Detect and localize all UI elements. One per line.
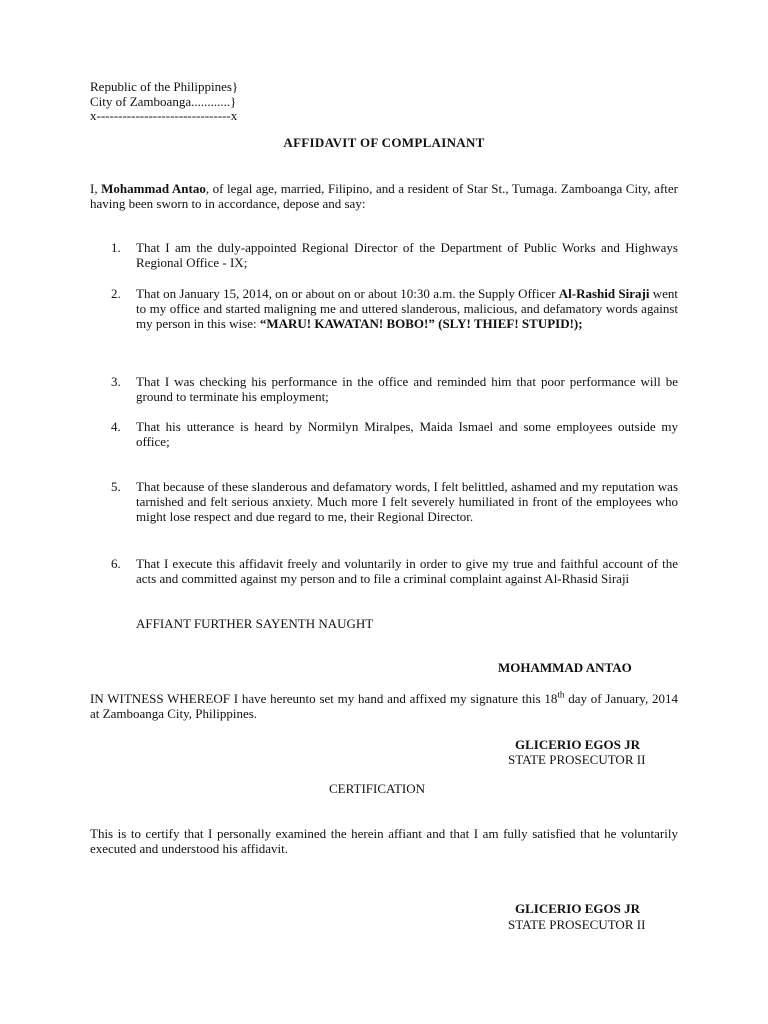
ordinal-suffix: th	[557, 689, 565, 700]
caption-city: City of Zamboanga............}	[90, 94, 237, 109]
affiant-name: Mohammad Antao	[101, 181, 206, 196]
caption-divider: x-------------------------------x	[90, 108, 238, 123]
item-text-part: went to my office and started maligning me and uttered slanderous, malicious, and defamatory words against my person in this wise:	[136, 286, 678, 331]
witness-paragraph	[90, 691, 678, 721]
item-text	[136, 286, 678, 331]
item-text: That because of these slanderous and defamatory words, I felt belittled, ashamed and my reputation was tarnished and felt serious anxiety. Much more I felt severely humiliated in front of the employees who might lose respect and due regard to me, their Regional Director.	[136, 479, 678, 524]
item-text: That I was checking his performance in the office and reminded him that poor performance will be ground to terminate his employment;	[136, 374, 678, 404]
item-text: That I execute this affidavit freely and voluntarily in order to give my true and faithful account of the acts and committed against my person and to file a criminal complaint against Al-Rhasid Siraji	[136, 556, 678, 586]
item-number: 1.	[111, 240, 121, 255]
affiant-further-line: AFFIANT FURTHER SAYENTH NAUGHT	[136, 616, 374, 631]
certification-heading: CERTIFICATION	[329, 781, 425, 796]
item-number: 4.	[111, 419, 121, 434]
caption-republic: Republic of the Philippines}	[90, 79, 239, 94]
witness-text: IN WITNESS WHEREOF I have hereunto set my hand and affixed my signature this 18	[90, 691, 558, 706]
prosecutor-name: GLICERIO EGOS JR	[515, 737, 640, 752]
item-text: That his utterance is heard by Normilyn Miralpes, Maida Ismael and some employees outside my office;	[136, 419, 678, 449]
document-title: AFFIDAVIT OF COMPLAINANT	[283, 135, 485, 150]
prosecutor-name: GLICERIO EGOS JR	[515, 901, 640, 916]
item-text-part: That on January 15, 2014, on or about on or about 10:30 a.m. the Supply Officer	[136, 286, 559, 301]
item-text: That I am the duly-appointed Regional Director of the Department of Public Works and Highways Regional Office - IX;	[136, 240, 678, 270]
intro-rest: , of legal age, married, Filipino, and a resident of Star St., Tumaga. Zamboanga City, after having been sworn to in accordance, depose and say:	[90, 181, 678, 211]
certification-paragraph: This is to certify that I personally examined the herein affiant and that I am fully satisfied that he voluntarily executed and understood his affidavit.	[90, 826, 678, 856]
witness-text: day of January, 2014 at Zamboanga City, Philippines.	[90, 691, 678, 721]
item-number: 5.	[111, 479, 121, 494]
respondent-name: Al-Rashid Siraji	[558, 286, 650, 301]
affiant-signature-name: MOHAMMAD ANTAO	[498, 660, 632, 675]
intro-prefix: I,	[90, 181, 102, 196]
item-number: 3.	[111, 374, 121, 389]
item-number: 6.	[111, 556, 121, 571]
prosecutor-title: STATE PROSECUTOR II	[508, 752, 646, 767]
item-number: 2.	[111, 286, 121, 301]
quoted-words: “MARU! KAWATAN! BOBO!” (SLY! THIEF! STUPID!);	[259, 316, 583, 331]
prosecutor-title: STATE PROSECUTOR II	[508, 917, 646, 932]
intro-paragraph	[90, 181, 678, 211]
